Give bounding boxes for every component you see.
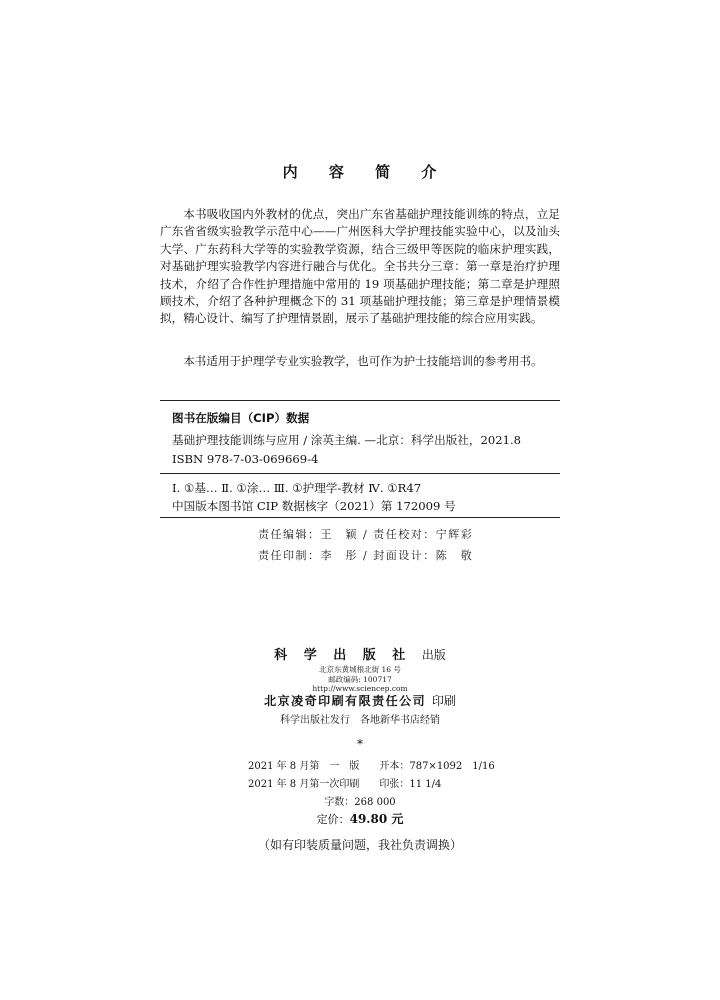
publisher-address: 北京东黄城根北街 16 号 [319,665,401,674]
publisher-postcode: 邮政编码: 100717 [328,675,392,684]
printer-name: 北京凌奇印刷有限责任公司 [264,694,427,708]
quality-notice: （如有印装质量问题，我社负责调换） [257,838,462,852]
printer-suffix: 印刷 [431,694,456,708]
cip-book-line: 基础护理技能训练与应用 / 涂英主编. —北京：科学出版社，2021.8 [172,433,522,447]
cip-number: 中国版本图书馆 CIP 数据核字（2021）第 172009 号 [172,499,456,513]
distribution-line: 科学出版社发行 各地新华书店经销 [280,715,440,726]
cip-classification: Ⅰ. ①基… Ⅱ. ①涂… Ⅲ. ①护理学-教材 Ⅳ. ①R47 [172,481,422,495]
price-value: 49.80 元 [349,812,404,826]
intro-paragraph-2: 本书适用于护理学专业实验教学，也可作为护士技能培训的参考用书。 [183,354,543,368]
intro-paragraph-1: 本书吸收国内外教材的优点，突出广东省基础护理技能训练的特点，立足广东省省级实验教学示范中心——广州医科大学护理技能实验中心，以及汕头大学、广东药科大学等的实验教学资源，结合三级甲等医院的临床护理实践，对基础护理实验教学内容进行融合与优化。全书共分三章：第一章是治疗护理技术，介绍了合作性护理措施中常用的 19 项基础护理技能；第二章是护理照顾技术，介绍了各种护理概念下的 31 项基础护理技能；第三章是护理情景模拟，精心设计、编写了护理情景剧，展示了基础护理技能的综合应用实践。 [160,207,560,326]
price-line [0,810,720,827]
printing-line: 2021 年 8 月第一次印刷 印张：11 1/4 [248,779,442,790]
publisher-url: http://www.sciencep.com [312,684,408,693]
separator-star: * [357,737,363,751]
editors-line-1: 责任编辑：王 颖 / 责任校对：宁辉彩 [258,528,474,541]
publisher-name-text: 科 学 出 版 社 [274,648,412,663]
cip-top-rule [160,400,560,401]
cip-bottom-rule [160,517,560,518]
editors-line-2: 责任印制：李 彤 / 封面设计：陈 敬 [258,549,474,562]
publisher-suffix: 出版 [421,648,446,662]
cip-isbn: ISBN 978-7-03-069669-4 [172,452,319,466]
cip-heading: 图书在版编目（CIP）数据 [172,411,310,425]
edition-line: 2021 年 8 月第 一 版 开本：787×1092 1/16 [248,761,495,772]
publisher-name [0,644,720,663]
page-title: 内 容 简 介 [282,163,450,181]
word-count: 字数：268 000 [324,797,396,808]
price-label: 定价： [316,813,350,826]
cip-mid-rule [160,473,560,474]
printer-line [0,692,720,709]
